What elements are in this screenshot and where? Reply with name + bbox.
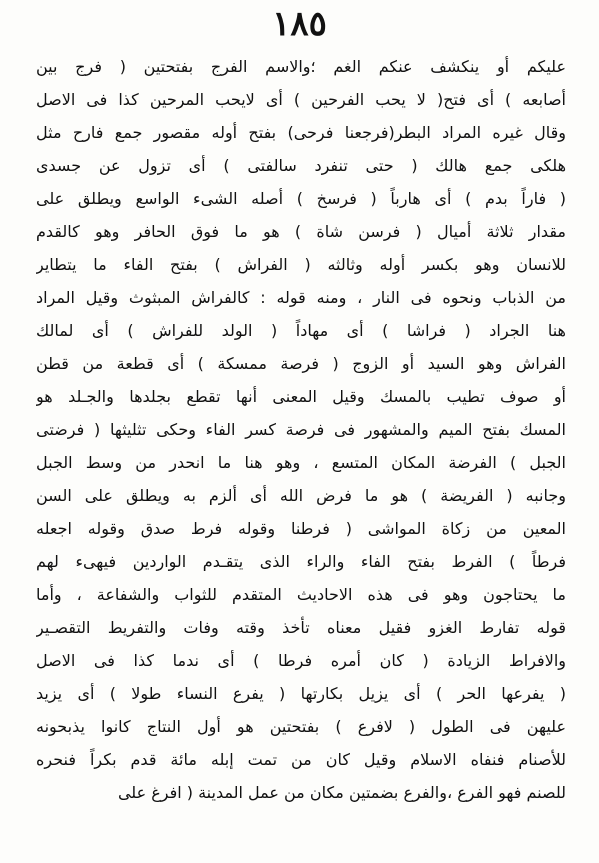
- text-line: للانسان وهو بكسر أوله وثالثه ( الفراش ) بفتح الفاء ما يتطاير: [36, 255, 566, 274]
- text-line: المسك بفتح الميم والمشهور فى فرصة كسر الفاء وحكى تثليثها ( فرضتى: [36, 420, 566, 439]
- text-line: المعين من زكاة المواشى ( فرطنا وقوله فرط صدق وقوله اجعله: [36, 519, 566, 538]
- text-line: قوله تفارط الغزو فقيل معناه تأخذ وقته وفات والتفريط التقصـير: [36, 618, 566, 637]
- text-line: عليكم أو ينكشف عنكم الغم ؛والاسم الفرج بفتحتين ( فرج بين: [36, 57, 566, 76]
- text-line: للصنم فهو الفرع ،والفرع بضمتين مكان من عمل المدينة ( افرغ على: [117, 783, 566, 802]
- text-line: الجبل ) الفرضة المكان المتسع ، وهو هنا ما انحدر من وسط الجبل: [36, 453, 566, 472]
- text-line: من الذباب ونحوه فى النار ، ومنه قوله : كالفراش المبثوث وقيل المراد: [36, 288, 566, 307]
- text-line: هنا الجراد ( فراشا ) أى مهاداً ( الولد للفراش ) أى لمالك: [36, 321, 566, 340]
- text-line: وجانبه ( الفريضة ) هو ما فرض الله أى ألزم به ويطلق على السن: [36, 486, 566, 505]
- text-line: ( فاراً بدم ) أى هارباً ( فرسخ ) أصله الشىء الواسع ويطلق على: [36, 189, 566, 208]
- text-line: فرطاً ) الفرط بفتح الفاء والراء الذى يتقـدم الواردين فيهىء لهم: [36, 552, 566, 571]
- text-line: أصابعه ) أى فتح( لا يحب الفرحين ) أى لايحب المرحين كذا فى الاصل: [36, 90, 566, 109]
- text-line: ما يحتاجون وهو فى هذه الاحاديث المتقدم للثواب والشفاعة ، وأما: [36, 585, 566, 604]
- text-line: ( يفرعها الحر ) أى يزيل بكارتها ( يفرع النساء طولا ) أى يزيد: [36, 684, 566, 703]
- text-line: وقال غيره المراد البطر(فرجعنا فرحى) بفتح أوله مقصور جمع فارح مثل: [36, 123, 566, 142]
- page-body: [36, 50, 566, 809]
- text-line: للأصنام فنفاه الاسلام وقيل كان من تمت إبله مائة قدم بكراً فنحره: [36, 750, 566, 769]
- page-number: ١٨٥: [272, 4, 327, 44]
- text-line: عليهن فى الطول ( لافرع ) بفتحتين هو أول النتاج كانوا يذبحونه: [36, 717, 566, 736]
- text-line: مقدار ثلاثة أميال ( فرسن شاة ) هو ما فوق الحافر وهو كالقدم: [36, 222, 566, 241]
- text-line: هلكى جمع هالك ( حتى تنفرد سالفتى ) أى تزول عن جسدى: [36, 156, 566, 175]
- text-line: والافراط الزيادة ( كان أمره فرطا ) أى ندما كذا فى الاصل: [36, 651, 566, 670]
- text-line: أو صوف تطيب بالمسك وقيل المعنى أنها تقطع بجلدها والجـلد هو: [36, 387, 566, 406]
- text-line: الفراش وهو السيد أو الزوج ( فرصة ممسكة ) أى قطعة من قطن: [36, 354, 566, 373]
